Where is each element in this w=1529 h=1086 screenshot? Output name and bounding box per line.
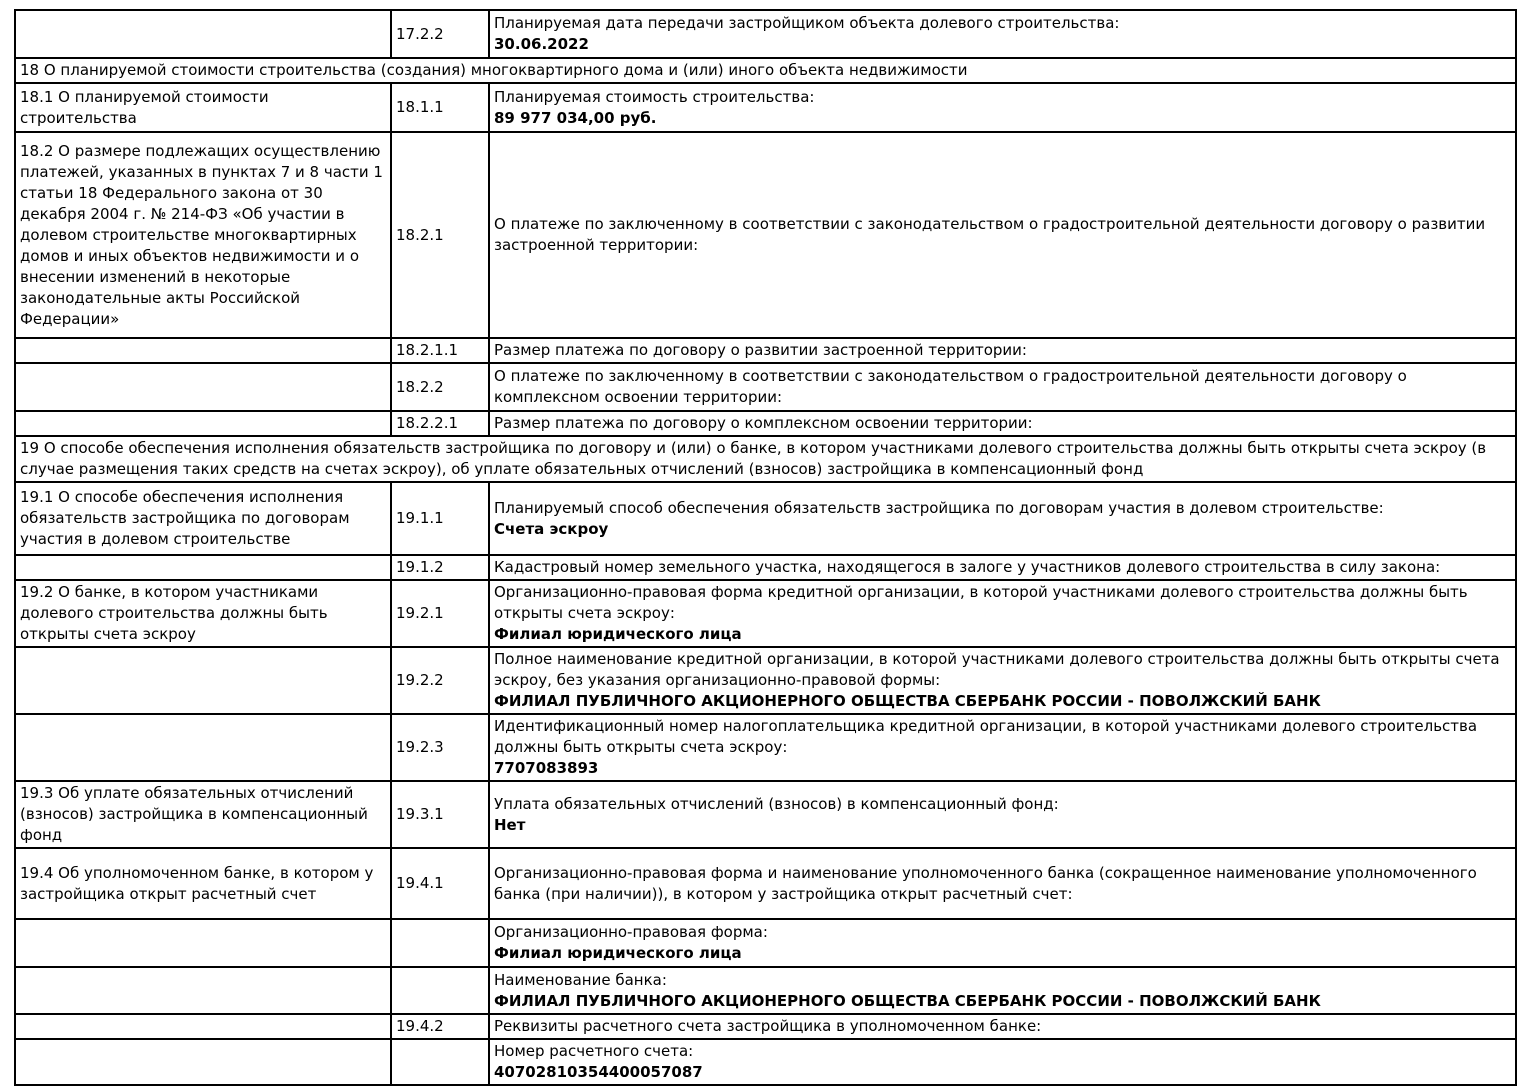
- topic-cell: [15, 1014, 391, 1039]
- item-number-cell: 18.2.2: [391, 363, 489, 411]
- content-cell: [489, 580, 1516, 647]
- field-label: Идентификационный номер налогоплательщика кредитной организации, в которой участниками долевого строительства должны быть открыты счета эскроу:: [494, 717, 1478, 756]
- field-label: Организационно-правовая форма:: [494, 923, 768, 941]
- item-number-cell: 19.2.2: [391, 647, 489, 714]
- project-declaration-table: [14, 9, 1517, 1086]
- section-header: 18 О планируемой стоимости строительства (создания) многоквартирного дома и (или) иного объекта недвижимости: [15, 58, 1516, 83]
- content-cell: [489, 1014, 1516, 1039]
- field-value: ФИЛИАЛ ПУБЛИЧНОГО АКЦИОНЕРНОГО ОБЩЕСТВА СБЕРБАНК РОССИИ - ПОВОЛЖСКИЙ БАНК: [494, 991, 1321, 1010]
- item-number-cell: 18.2.1: [391, 132, 489, 338]
- table-row: [15, 1014, 1516, 1039]
- item-number-cell: 18.1.1: [391, 83, 489, 132]
- content-cell: [489, 647, 1516, 714]
- content-cell: [489, 83, 1516, 132]
- section-header: 19 О способе обеспечения исполнения обязательств застройщика по договору и (или) о банке, в котором участниками долевого строительства должны быть открыты счета эскроу (в случае размещения таких средств на счетах эскроу), об уплате обязательных отчислений (взносов) застройщика в компенсационный фонд: [15, 436, 1516, 482]
- field-label: Размер платежа по договору о развитии застроенной территории:: [494, 341, 1027, 359]
- topic-cell: 19.1 О способе обеспечения исполнения обязательств застройщика по договорам участия в долевом строительстве: [15, 482, 391, 555]
- item-number-cell: 19.2.3: [391, 714, 489, 781]
- content-cell: [489, 967, 1516, 1014]
- table-row: [15, 363, 1516, 411]
- field-value: Филиал юридического лица: [494, 625, 742, 643]
- field-value: 40702810354400057087: [494, 1063, 703, 1081]
- field-label: Полное наименование кредитной организации, в которой участниками долевого строительства должны быть открыты счета эскроу, без указания организационно-правовой формы:: [494, 650, 1500, 689]
- table-row: [15, 482, 1516, 555]
- declaration-table-body: [15, 10, 1516, 1085]
- topic-cell: 18.1 О планируемой стоимости строительства: [15, 83, 391, 132]
- table-row: [15, 338, 1516, 363]
- field-label: О платеже по заключенному в соответствии с законодательством о градостроительной деятельности договору о комплексном освоении территории:: [494, 367, 1407, 406]
- table-row: [15, 781, 1516, 848]
- field-label: Организационно-правовая форма и наименование уполномоченного банка (сокращенное наименование уполномоченного банка (при наличии)), в котором у застройщика открыт расчетный счет:: [494, 863, 1477, 903]
- content-cell: [489, 714, 1516, 781]
- content-cell: [489, 411, 1516, 436]
- topic-cell: [15, 714, 391, 781]
- field-value: Счета эскроу: [494, 519, 609, 538]
- item-number-cell: 19.1.1: [391, 482, 489, 555]
- topic-cell: 19.4 Об уполномоченном банке, в котором у застройщика открыт расчетный счет: [15, 848, 391, 919]
- topic-cell: [15, 338, 391, 363]
- content-cell: [489, 1039, 1516, 1085]
- item-number-cell: 19.2.1: [391, 580, 489, 647]
- topic-cell: [15, 919, 391, 967]
- topic-cell: 19.2 О банке, в котором участниками долевого строительства должны быть открыты счета эскроу: [15, 580, 391, 647]
- content-cell: [489, 338, 1516, 363]
- field-label: Планируемый способ обеспечения обязательств застройщика по договорам участия в долевом строительстве:: [494, 498, 1384, 517]
- field-label: Наименование банка:: [494, 970, 667, 989]
- topic-cell: [15, 411, 391, 436]
- field-label: Организационно-правовая форма кредитной организации, в которой участниками долевого строительства должны быть открыты счета эскроу:: [494, 583, 1468, 622]
- field-label: Кадастровый номер земельного участка, находящегося в залоге у участников долевого строительства в силу закона:: [494, 558, 1441, 576]
- item-number-cell: 18.2.1.1: [391, 338, 489, 363]
- field-label: Планируемая стоимость строительства:: [494, 87, 815, 106]
- topic-cell: [15, 363, 391, 411]
- field-value: 30.06.2022: [494, 35, 589, 53]
- item-number-cell: [391, 967, 489, 1014]
- content-cell: [489, 555, 1516, 580]
- content-cell: [489, 132, 1516, 338]
- topic-cell: [15, 967, 391, 1014]
- field-label: Планируемая дата передачи застройщиком объекта долевого строительства:: [494, 14, 1120, 32]
- table-row: [15, 714, 1516, 781]
- field-label: Реквизиты расчетного счета застройщика в уполномоченном банке:: [494, 1017, 1042, 1035]
- table-row: [15, 132, 1516, 338]
- table-row: [15, 967, 1516, 1014]
- table-row: [15, 10, 1516, 58]
- table-row: [15, 647, 1516, 714]
- field-label: Размер платежа по договору о комплексном освоении территории:: [494, 414, 1033, 432]
- content-cell: [489, 848, 1516, 919]
- topic-cell: 19.3 Об уплате обязательных отчислений (взносов) застройщика в компенсационный фонд: [15, 781, 391, 848]
- field-value: Нет: [494, 815, 526, 834]
- table-row: [15, 919, 1516, 967]
- field-value: 89 977 034,00 руб.: [494, 108, 657, 127]
- section-header-row: [15, 436, 1516, 482]
- table-row: [15, 555, 1516, 580]
- field-value: 7707083893: [494, 759, 599, 777]
- topic-cell: [15, 10, 391, 58]
- field-label: Уплата обязательных отчислений (взносов) в компенсационный фонд:: [494, 794, 1059, 813]
- item-number-cell: [391, 919, 489, 967]
- content-cell: [489, 10, 1516, 58]
- table-row: [15, 580, 1516, 647]
- topic-cell: [15, 555, 391, 580]
- table-row: [15, 848, 1516, 919]
- content-cell: [489, 363, 1516, 411]
- table-row: [15, 411, 1516, 436]
- item-number-cell: 18.2.2.1: [391, 411, 489, 436]
- field-value: Филиал юридического лица: [494, 944, 742, 962]
- topic-cell: [15, 1039, 391, 1085]
- table-row: [15, 1039, 1516, 1085]
- field-label: О платеже по заключенному в соответствии с законодательством о градостроительной деятельности договору о развитии застроенной территории:: [494, 215, 1486, 254]
- section-header-row: [15, 58, 1516, 83]
- field-label: Номер расчетного счета:: [494, 1042, 694, 1060]
- topic-cell: 18.2 О размере подлежащих осуществлению платежей, указанных в пунктах 7 и 8 части 1 статьи 18 Федерального закона от 30 декабря 2004 г. № 214-ФЗ «Об участии в долевом строительстве многоквартирных домов и иных объектов недвижимости и о внесении изменений в некоторые законодательные акты Российской Федерации»: [15, 132, 391, 338]
- table-row: [15, 83, 1516, 132]
- field-value: ФИЛИАЛ ПУБЛИЧНОГО АКЦИОНЕРНОГО ОБЩЕСТВА СБЕРБАНК РОССИИ - ПОВОЛЖСКИЙ БАНК: [494, 692, 1321, 710]
- item-number-cell: 19.4.1: [391, 848, 489, 919]
- content-cell: [489, 482, 1516, 555]
- item-number-cell: 17.2.2: [391, 10, 489, 58]
- item-number-cell: 19.3.1: [391, 781, 489, 848]
- content-cell: [489, 781, 1516, 848]
- item-number-cell: 19.1.2: [391, 555, 489, 580]
- item-number-cell: [391, 1039, 489, 1085]
- topic-cell: [15, 647, 391, 714]
- item-number-cell: 19.4.2: [391, 1014, 489, 1039]
- content-cell: [489, 919, 1516, 967]
